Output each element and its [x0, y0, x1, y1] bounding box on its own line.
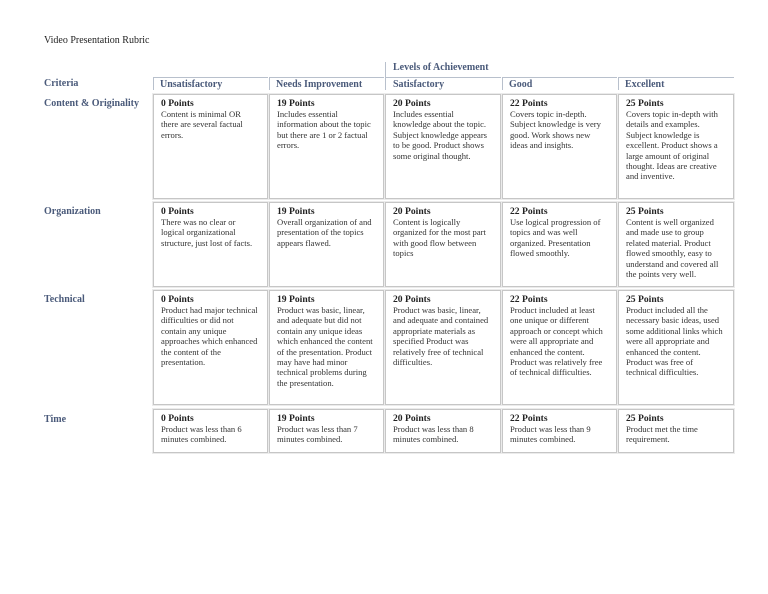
rubric-cell: [618, 409, 734, 453]
cell-points: 22 Points: [510, 294, 548, 305]
cell-description: Product met the time requirement.: [626, 424, 698, 445]
rubric-cell: [153, 94, 268, 199]
header-divider: [269, 77, 270, 90]
header-divider: [153, 77, 154, 90]
cell-points: 19 Points: [277, 413, 315, 424]
rubric-cell: [385, 202, 501, 287]
cell-points: 0 Points: [161, 413, 194, 424]
cell-points: 20 Points: [393, 206, 431, 217]
levels-of-achievement-label: Levels of Achievement: [393, 62, 489, 73]
cell-description: Product included at least one unique or different approach or concept which were all appropriate and enhanced the content. Product was relatively free of technical difficulties.: [510, 305, 603, 378]
cell-points: 22 Points: [510, 206, 548, 217]
cell-description: Content is logically organized for the most part with good flow between topics: [393, 217, 486, 259]
rubric-cell: [153, 290, 268, 405]
cell-description: Includes essential knowledge about the topic. Subject knowledge appears to be good. Product shows some original thought.: [393, 109, 488, 161]
cell-points: 0 Points: [161, 98, 194, 109]
cell-points: 20 Points: [393, 294, 431, 305]
header-satisfactory: Satisfactory: [385, 77, 501, 91]
cell-points: 25 Points: [626, 98, 664, 109]
document-title: Video Presentation Rubric: [44, 35, 150, 46]
cell-points: 19 Points: [277, 98, 315, 109]
cell-points: 20 Points: [393, 413, 431, 424]
cell-description: Covers topic in-depth with details and examples. Subject knowledge is excellent. Product shows a large amount of original thought. Ideas are creative and inventive.: [626, 109, 718, 182]
rubric-cell: [153, 409, 268, 453]
cell-description: Content is minimal OR there are several factual errors.: [161, 109, 243, 140]
cell-description: Product included all the necessary basic ideas, used some additional links which were all appropriate and enhanced the content. Product was free of technical difficulties.: [626, 305, 723, 378]
rubric-cell: [618, 94, 734, 199]
cell-description: Includes essential information about the topic but there are 1 or 2 factual errors.: [277, 109, 371, 151]
cell-description: Product was less than 9 minutes combined.: [510, 424, 591, 445]
rubric-cell: [385, 409, 501, 453]
rubric-cell: [502, 409, 617, 453]
header-needs-improvement: Needs Improvement: [269, 77, 384, 91]
rubric-cell: [269, 409, 384, 453]
cell-description: Product was less than 7 minutes combined.: [277, 424, 358, 445]
cell-description: Use logical progression of topics and was well organized. Presentation flowed smoothly.: [510, 217, 601, 259]
rubric-cell: [153, 202, 268, 287]
cell-points: 19 Points: [277, 206, 315, 217]
criterion-content-originality: Content & Originality: [44, 98, 139, 109]
rubric-cell: [269, 94, 384, 199]
cell-points: 0 Points: [161, 206, 194, 217]
rubric-cell: [269, 202, 384, 287]
rubric-cell: [502, 290, 617, 405]
header-divider: [385, 62, 386, 90]
rubric-cell: [618, 290, 734, 405]
cell-points: 22 Points: [510, 98, 548, 109]
rubric-cell: [618, 202, 734, 287]
criterion-time: Time: [44, 414, 67, 425]
rubric-cell: [385, 290, 501, 405]
cell-points: 25 Points: [626, 206, 664, 217]
cell-description: Product was basic, linear, and adequate but did not contain any unique ideas which enhanced the content of the presentation. Product may have had minor technical problems during the presentation.: [277, 305, 373, 388]
cell-points: 20 Points: [393, 98, 431, 109]
cell-points: 25 Points: [626, 413, 664, 424]
rubric-cell: [502, 202, 617, 287]
cell-points: 25 Points: [626, 294, 664, 305]
rubric-cell: [385, 94, 501, 199]
header-divider: [618, 77, 619, 90]
cell-description: Overall organization of and presentation of the topics appears flawed.: [277, 217, 372, 248]
cell-points: 19 Points: [277, 294, 315, 305]
cell-description: There was no clear or logical organizational structure, just lost of facts.: [161, 217, 253, 248]
header-good: Good: [502, 77, 617, 91]
header-divider: [502, 77, 503, 90]
rubric-cell: [269, 290, 384, 405]
header-unsatisfactory: Unsatisfactory: [153, 77, 268, 91]
cell-description: Product had major technical difficulties or did not contain any unique approaches which enhanced the content of the presentation.: [161, 305, 258, 368]
cell-description: Covers topic in-depth. Subject knowledge is very good. Work shows new ideas and insights.: [510, 109, 601, 151]
cell-description: Product was less than 6 minutes combined.: [161, 424, 242, 445]
cell-description: Product was less than 8 minutes combined.: [393, 424, 474, 445]
cell-points: 0 Points: [161, 294, 194, 305]
header-excellent: Excellent: [618, 77, 734, 91]
header-criteria: Criteria: [44, 78, 79, 89]
rubric-cell: [502, 94, 617, 199]
cell-points: 22 Points: [510, 413, 548, 424]
cell-description: Product was basic, linear, and adequate and contained appropriate materials as specified Product was relatively free of technical difficulties.: [393, 305, 489, 368]
cell-description: Content is well organized and made use to group related material. Product flowed smoothly, easy to understand and covered all the points very well.: [626, 217, 719, 280]
criterion-technical: Technical: [44, 294, 85, 305]
criterion-organization: Organization: [44, 206, 101, 217]
